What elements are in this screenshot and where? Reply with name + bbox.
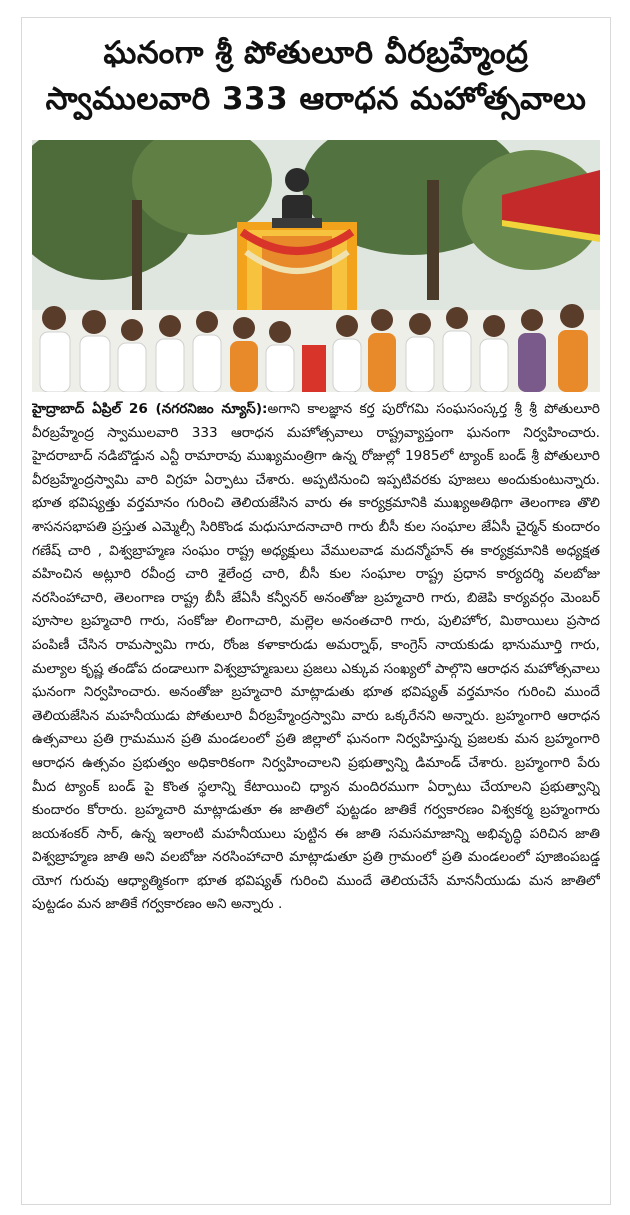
news-photo [32,140,600,392]
dateline: హైద్రాబాద్ ఏప్రిల్ 26 (నగరనిజం న్యూస్): [32,401,268,417]
article-text: అగాని కాలజ్ఞాన కర్త పురోగమి సంఘసంస్కర్త శ్రీ శ్రీ పోతులూరి వీరబ్రహ్మేంద్ర స్వాములవారి 333 ఆరాధన మహోత్సవాలు రాష్ట్రవ్యాప్తంగా ఘనంగా నిర్వహించారు. హైదరాబాద్ నడిబొడ్డున ఎన్టీ రామారావు ముఖ్యమంత్రిగా ఉన్న రోజుల్లో 1985లో ట్యాంక్ బండ్ శ్రీ పోతులూరి వీరబ్రహ్మేంద్రస్వామి వారి విగ్రహ ఏర్పాటు చేశారు. అప్పటినుంచి ఇప్పటివరకు పూజలు అందుకుంటున్నారు. భూత భవిష్యత్తు వర్తమానం గురించి తెలియజేసిన వారు ఈ కార్యక్రమానికి ముఖ్యఅతిథిగా తెలంగాణ తొలి శాసనసభాపతి ప్రస్తుత ఎమ్మెల్సీ సిరికొండ మధుసూదనాచారి గారు బీసీ కుల సంఘాల జేఏసీ చైర్మన్ కుందారం గణేష్ చారి , విశ్వబ్రాహ్మణ సంఘం రాష్ట్ర అధ్యక్షులు వేములవాడ మదన్మోహన్ ఈ కార్యక్రమానికి అధ్యక్షత వహించిన అట్లూరి రవీంద్ర చారి శైలేంద్ర చారి, బీసీ కుల సంఘాల రాష్ట్ర ప్రధాన కార్యదర్శి వలబోజు నరసింహాచారి, తెలంగాణ రాష్ట్ర బీసీ జేఏసీ కన్వీనర్ అనంతోజు బ్రహ్మచారి గారు, బిజెపి కార్యవర్గం మెంబర్ పూసాల బ్రహ్మచారి గారు, సంకోజు లింగాచారి, మల్లెల అనంతచారి గారు, పులిహోర, మిఠాయిలు ప్రసాద పంపిణీ చేసిన రామస్వామి గారు, రోంజ కళాకారుడు అమర్నాథ్, కాంగ్రెస్ నాయకుడు భానుమూర్తి గారు, మల్యాల కృష్ణ తండోప దండాలుగా విశ్వబ్రాహ్మణులు ప్రజలు ఎక్కువ సంఖ్యలో పాల్గొని ఆరాధన మహోత్సవాలు ఘనంగా నిర్వహించారు. అనంతోజు బ్రహ్మచారి మాట్లాడుతు భూత భవిష్యత్ వర్తమానం గురించి ముందే తెలియజేసిన మహనీయుడు పోతులూరి వీరబ్రహ్మేంద్రస్వామి వారు ఒక్కరేనని అన్నారు. బ్రహ్మంగారి ఆరాధన ఉత్సవాలు ప్రతి గ్రామమున ప్రతి మండలంలో ప్రతి జిల్లాలో ఘనంగా నిర్వహిస్తున్న ప్రజలకు మన బ్రహ్మంగారి ఆరాధన ఉత్సవం ప్రభుత్వం అధికారికంగా నిర్వహించాలని ప్రభుత్వాన్ని డిమాండ్ చేశారు. బ్రహ్మంగారి పేరు మీద ట్యాంక్ బండ్ పై కొంత స్థలాన్ని కేటాయించి ధ్యాన మందిరముగా ఏర్పాటు చేయాలని ప్రభుత్వాన్ని కుందారం కోరారు. బ్రహ్మచారి మాట్లాడుతూ ఈ జాతిలో పుట్టడం జాతికే గర్వకారణం విశ్వకర్మ బ్రహ్మంగారు జయశంకర్ సార్, ఉన్న ఇలాంటి మహనీయులు పుట్టిన ఈ జాతి సమసమాజాన్ని అభివృద్ధి పరిచిన జాతి విశ్వబ్రాహ్మణ జాతి అని వలబోజు నరసింహాచారి మాట్లాడుతూ ప్రతి గ్రామంలో ప్రతి మండలంలో పూజింపబడ్డ యోగ గురువు ఆధ్యాత్మికంగా భూత భవిష్యత్ గురించి ముందే తెలియచేసే మాననీయుడు మన జాతిలో పుట్టడం మన జాతికే గర్వకారణం అని అన్నారు . [32,401,600,913]
statue-ceremony-photo [32,140,600,392]
article-body [32,398,600,1198]
headline-line-1: ఘనంగా శ్రీ పోతులూరి వీరబ్రహ్మేంద్ర [103,35,529,71]
newspaper-clipping [22,18,610,1204]
headline-line-2: స్వాములవారి 333 ఆరాధన మహోత్సవాలు [45,81,587,117]
headline [22,18,610,122]
